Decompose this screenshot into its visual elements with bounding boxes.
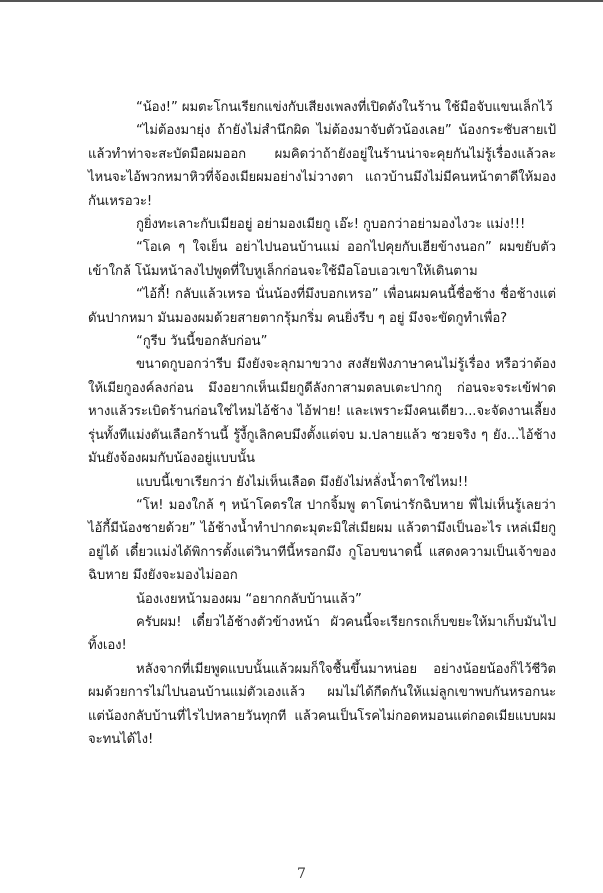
paragraph-4: “โอเค ๆ ใจเย็น อย่าไปนอนบ้านแม่ ออกไปคุยกับเฮียข้างนอก” ผมขยับตัวเข้าใกล้ โน้มหน้าลงไปพูดที่ใบหูเล็กก่อนจะใช้มือโอบเอวเขาให้เดินตาม <box>88 240 556 279</box>
page-body <box>88 96 556 751</box>
page-number: 7 <box>297 866 306 882</box>
paragraph-2: “ไม่ต้องมายุ่ง ถ้ายังไม่สำนึกผิด ไม่ต้องมาจับตัวน้องเลย” น้องกระชับสายเป้แล้วทำท่าจะสะบัดมือผมออก ผมคิดว่าถ้ายังอยู่ในร้านน่าจะคุยกันไม่รู้เรื่องแล้วละ ไหนจะไอ้พวกหมาหิวที่จ้องเมียผมอย่างไม่วางตา แถวบ้านมึงไม่มีคนหน้าตาดีให้มองกันเหรอวะ! <box>88 123 556 209</box>
top-border-line <box>0 0 603 2</box>
paragraph-10: น้องเงยหน้ามองผม “อยากกลับบ้านแล้ว” <box>136 591 362 607</box>
paragraph-5: “ไอ้กี้! กลับแล้วเหรอ นั่นน้องที่มึงบอกเหรอ” เพื่อนผมคนนี้ชื่อช้าง ชื่อช้างแต่ดันปากหมา มันมองผมด้วยสายตากรุ้มกริ่ม คนยิ่งรีบ ๆ อยู่ มึงจะขัดกูทำเพื่อ? <box>88 287 556 326</box>
paragraph-7: ขนาดกูบอกว่ารีบ มึงยังจะลุกมาขวาง สงสัยฟังภาษาคนไม่รู้เรื่อง หรือว่าต้องให้เมียกูองค์ลงก่อน มึงอยากเห็นเมียกูดีลังกาสามตลบเตะปากกู ก่อนจะจระเข้ฟาดหางแล้วระเบิดร้านก่อนใช่ไหมไอ้ช้าง ไอ้ฟาย! และเพราะมึงคนเดียว...จะจัดงานเลี้ยงรุ่นทั้งทีแม่งดันเลือกร้านนี้ รู้งี้กูเลิกคบมึงตั้งแต่จบ ม.ปลายแล้ว ซวยจริง ๆ ยัง...ไอ้ช้างมันยังจ้องผมกับน้องอยู่แบบนั้น <box>88 357 556 467</box>
paragraph-1: “น้อง!” ผมตะโกนเรียกแข่งกับเสียงเพลงที่เปิดดังในร้าน ใช้มือจับแขนเล็กไว้ <box>136 100 553 115</box>
paragraph-6: “กูรีบ วันนี้ขอกลับก่อน” <box>136 334 268 350</box>
paragraph-8: แบบนี้เขาเรียกว่า ยังไม่เห็นเลือด มึงยังไม่หลั่งน้ำตาใช่ไหม!! <box>136 474 469 490</box>
paragraph-9: “โห! มองใกล้ ๆ หน้าโคตรใส ปากจิ้มพู ตาโตน่ารักฉิบหาย พี่ไม่เห็นรู้เลยว่าไอ้กี้มีน้องชายด้วย” ไอ้ช้างน้ำทำปากตะมุตะมิใส่เมียผม แล้วตามึงเป็นอะไร เหล่เมียกูอยู่ได้ เดี๋ยวแม่งได้พิการตั้งแต่วินาทีนี้หรอกมึง กูโอบขนาดนี้ แสดงความเป็นเจ้าของฉิบหาย มึงยังจะมองไม่ออก <box>88 497 556 584</box>
paragraph-12: หลังจากที่เมียพูดแบบนั้นแล้วผมก็ใจชื้นขึ้นมาหน่อย อย่างน้อยน้องก็ไว้ชีวิตผมด้วยการไม่ไปนอนบ้านแม่ตัวเองแล้ว ผมไม่ได้กีดกันให้แม่ลูกเขาพบกันหรอกนะ แต่น้องกลับบ้านที่ไรไปหลายวันทุกที แล้วคนเป็นโรคไม่กอดหมอนแต่กอดเมียแบบผมจะทนได้ไง! <box>88 661 556 747</box>
paragraph-3: กูยิ่งทะเลาะกับเมียอยู่ อย่ามองเมียกู เอ๊ะ! กูบอกว่าอย่ามองไงวะ แม่ง!!! <box>136 217 526 233</box>
paragraph-11: ครับผม! เดี๋ยวไอ้ช้างตัวข้างหน้า ผัวคนนี้จะเรียกรถเก็บขยะให้มาเก็บมันไปทิ้งเอง! <box>88 614 556 654</box>
